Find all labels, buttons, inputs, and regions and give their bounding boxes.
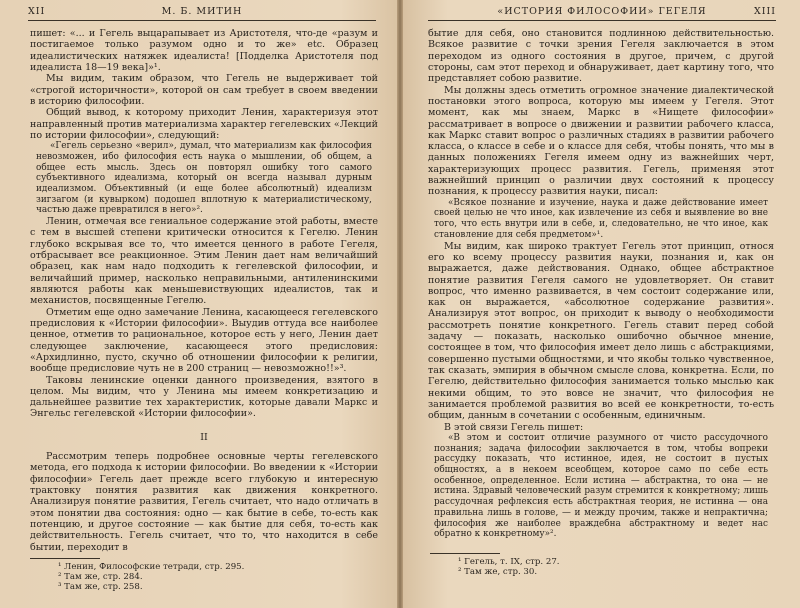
footnote: ³ Там же, стр. 258. — [58, 582, 143, 593]
running-title: М. Б. МИТИН — [161, 6, 243, 17]
footnote: ² Там же, стр. 284. — [58, 572, 143, 583]
header-rule — [28, 20, 376, 21]
footnote: ¹ Гегель, т. IX, стр. 27. — [458, 557, 560, 567]
book-gutter — [397, 0, 403, 608]
paragraph: бытие для себя, оно становится подлинною действительностью. Всякое развитие с точки зрения Гегеля заключается в этом переходом из одного состояния в другое, причем, с другой стороны, сам этот переход и обнаруживает, дает картину того, что представляет собою развитие. — [428, 28, 774, 85]
paragraph: Мы видим, как широко трактует Гегель этот принцип, относя его ко всему процессу развития науки, познания и, как он выражается, даже действования. Однако, общее абстрактное понятие развития Гегеля самого не удовлетворяет. Он ставит вопрос, что именно развивается, в чем состоит содержание или, как он выражается, «абсолютное содержание развития». Анализируя этот вопрос, он приходит к выводу о необходимости рассмотреть понятие конкретного. Гегель ставит перед собой задачу — показать, насколько ошибочно обычное мнение, состоящее в том, что философия имеет дело лишь с абстракциями, совершенно пустыми общностями, и что якобы только чувственное, так сказать, эмпирия в обычном смысле слова, конкретна. Если, по Гегелю, действительно философия занимается только мыслью как некими общим, то это вовсе не значит, что философия не занимается проблемой развития во всей ее конкретности, то-есть общим, данным в сочетании с особенным, единичным. — [428, 240, 774, 422]
footnote: ¹ Ленин, Философские тетради, стр. 295. — [58, 562, 245, 572]
paragraph: Общий вывод, к которому приходит Ленин, характеризуя этот направленный против материализма характер гегелевских «Лекций по истории философии», следующий: — [30, 107, 378, 141]
right-page-body — [428, 28, 774, 540]
left-page-body — [30, 28, 378, 553]
paragraph: Отметим еще одно замечание Ленина, касающееся гегелевского предисловия к «Истории философии». Выудив оттуда все наиболее ценное, отметив то рациональное, которое есть у него, Ленин дает следующее заключение, касающееся этого предисловия: «Архидлинно, пусто, скучно об отношении философии к религии, вообще предисловие чуть не в 200 страниц — невозможно!!»³. — [30, 306, 378, 375]
right-footnotes — [458, 557, 770, 577]
block-quote: «В этом и состоит отличие разумного от чисто рассудочного познания; задача философии заключается в том, чтобы вопреки рассудку показать, что истинное, идея, не состоит в пустых общностях, а в некоем всеобщем, которое само по себе есть особенное, определенное. Если истина — абстрактна, то она — не истина. Здравый человеческий разум стремится к конкретному; лишь рассудочная рефлексия есть абстрактная теория, не истинна — она правильна лишь в голове, — и между прочим, также и непрактична; философия же наиболее враждебна абстрактному и ведет нас обратно к конкретному»². — [434, 432, 768, 540]
footnote: ² Там же, стр. 30. — [458, 567, 538, 578]
paragraph: пишет: «... и Гегель выцарапывает из Аристотеля, что-де «разум и постигаемое только разумом одно и то же» etc. Образец идеалистических натяжек идеалиста! [Подделка Аристотеля под идеалиста 18—19 века]»¹. — [30, 28, 378, 73]
paragraph: Таковы ленинские оценки данного произведения, взятого в целом. Мы видим, что у Ленина мы имеем конкретизацию и дальнейшее развитие тех характеристик, которые давали Маркс и Энгельс гегелевской «Истории философии». — [30, 374, 378, 420]
header-rule — [428, 20, 776, 21]
running-title: «ИСТОРИЯ ФИЛОСОФИИ» ГЕГЕЛЯ — [497, 6, 707, 17]
paragraph: Мы должны здесь отметить огромное значение диалектической постановки этого вопроса, которую мы имеем у Гегеля. Этот момент, как мы знаем, Маркс в «Нищете философии» рассматривает в вопросе о движении и развитии рабочего класса, как Маркс ставит вопрос о различных стадиях в развитии рабочего класса, о классе в себе и о классе для себя, чтобы понять, что мы в данных положениях Гегеля имеем одну из важнейших черт, характеризующих процесс развития. Гегель, применяя этот важнейший принцип о различии двух состояний к процессу познания, к процессу развития науки, писал: — [428, 84, 774, 198]
paragraph: Ленин, отмечая все гениальное содержание этой работы, вместе с тем в высшей степени критически относится к Гегелю. Ленин глубоко вскрывая все то, что имеется ценного в работе Гегеля, отбрасывает все реакционное. Этим Ленин дает нам величайший образец, как нам надо подходить к гегелевской философии, и величайший пример, насколько неправильными, антиленинскими являются работы как меньшевиствующих идеалистов, так и механистов, посвященные Гегелю. — [30, 216, 378, 307]
page-number: XII — [28, 6, 46, 17]
paragraph: В этой связи Гегель пишет: — [444, 421, 584, 433]
section-heading: II — [200, 431, 208, 443]
right-page-header — [428, 6, 776, 26]
page-number: XIII — [753, 6, 776, 17]
paragraph: Рассмотрим теперь подробнее основные черты гегелевского метода, его подхода к истории философии. Во введении к «Истории философии» Гегель дает прежде всего глубокую и интересную трактовку понятия развития как движения конкретного. Анализируя понятие развития, Гегель считает, что надо отличать в этом понятии два состояния: одно — как бытие в себе, то-есть как потенцию, и другое состояние — как бытие для себя, то-есть как действительность. Гегель считает, что то, что находится в себе бытии, переходит в — [30, 451, 378, 553]
right-page — [400, 0, 800, 608]
footnote-rule — [430, 553, 500, 554]
footnote-rule — [30, 558, 100, 559]
left-page-header — [28, 6, 376, 26]
left-footnotes — [58, 562, 370, 593]
block-quote: «Гегель серьезно «верил», думал, что материализм как философия невозможен, ибо философия есть наука о мышлении, об общем, а общее есть мысль. Здесь он повторял ошибку того самого субъективного идеализма, который он всегда называл дурным идеализмом. Объективный (и еще более абсолютный) идеализм зигзагом (и кувырком) подошел вплотную к материалистическому, частью даже превратился в него»². — [36, 141, 372, 216]
paragraph: Мы видим, таким образом, что Гегель не выдерживает той «строгой историчности», которой он сам требует в своем введении в историю философии. — [30, 73, 378, 107]
block-quote: «Всякое познание и изучение, наука и даже действование имеет своей целью не что иное, как извлечение из себя и выявление во вне того, что есть внутри или в себе, и, следовательно, не что иное, как становление для себя предметом»¹. — [434, 197, 768, 240]
